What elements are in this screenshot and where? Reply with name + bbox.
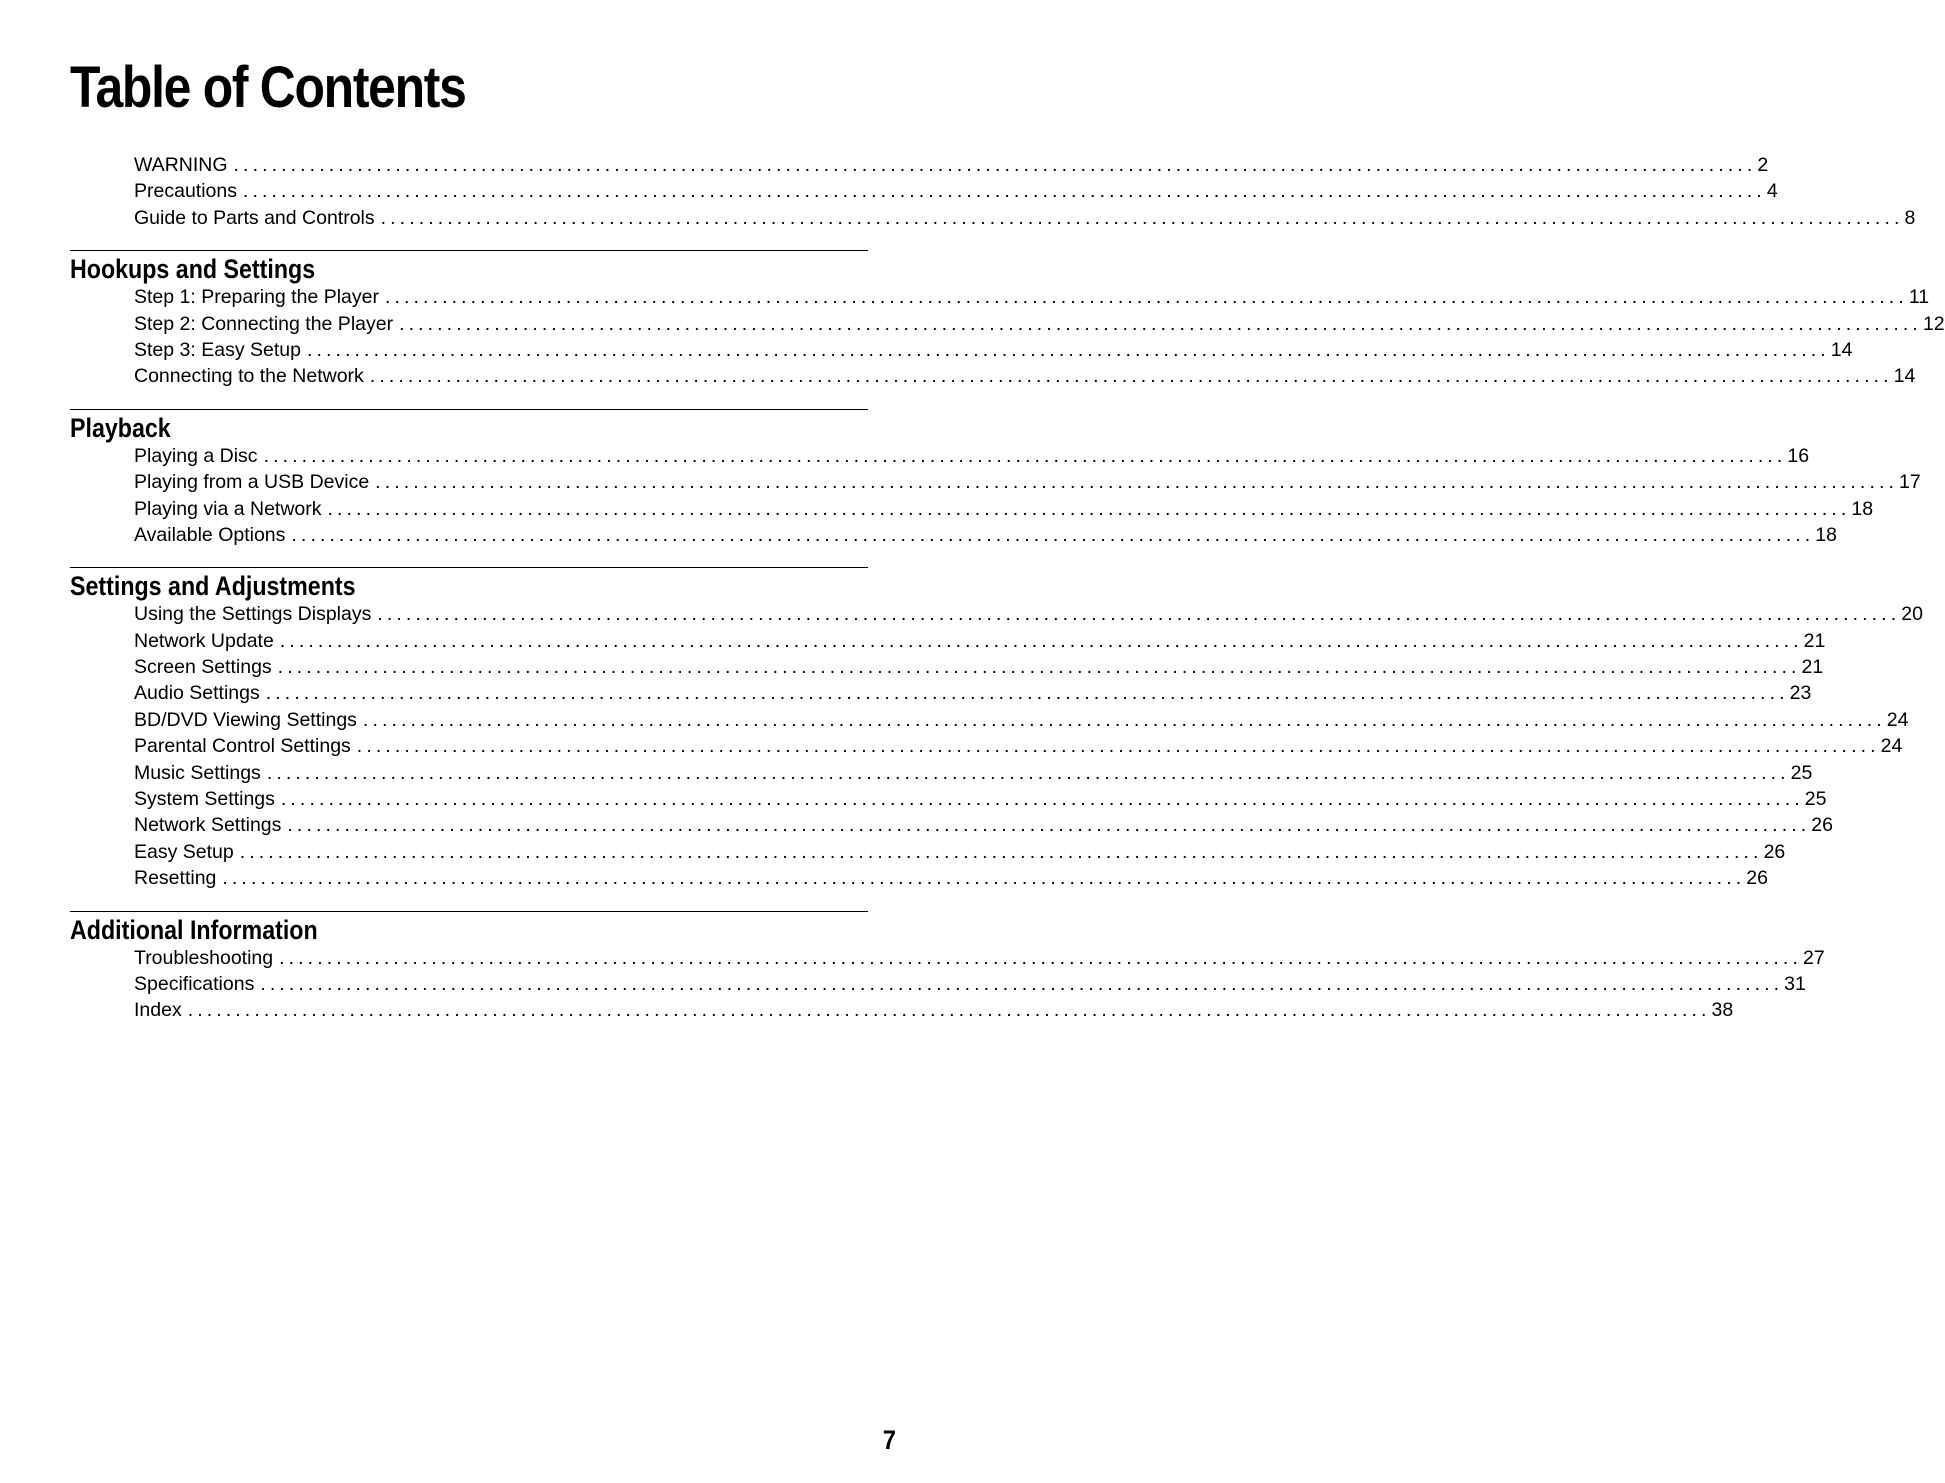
toc-entry-title: Screen Settings [134,656,272,679]
toc-entry[interactable] [134,284,1930,310]
toc-entry[interactable] [134,601,1923,627]
dot-leader: ................................................................................................................................................................ [380,206,1904,229]
toc-section-intro [70,152,1916,231]
dot-leader: ................................................................................................................................................................ [362,708,1886,731]
toc-entry-page: 25 [1790,761,1813,784]
toc-entry[interactable] [134,971,1806,997]
toc-entry-page: 14 [1893,365,1916,388]
toc-entry[interactable] [134,522,1837,548]
toc-entry-page: 26 [1763,840,1786,863]
toc-entry-page: 17 [1899,471,1921,494]
toc-entry[interactable] [134,680,1812,706]
toc-entry-title: Music Settings [134,761,261,784]
toc-section-hookups-and-settings [70,250,1945,390]
toc-entry-page: 8 [1904,206,1916,229]
toc-entry[interactable] [134,865,1768,891]
toc-entry[interactable] [134,363,1916,389]
dot-leader: ................................................................................................................................................................ [242,180,1766,203]
toc-entry-page: 23 [1789,682,1812,705]
toc-entry-page: 2 [1757,154,1769,176]
toc-entry-list [70,601,1923,891]
dot-leader: ................................................................................................................................................................ [279,629,1803,652]
toc-entry-title: Playing via a Network [134,497,322,520]
toc-entry-page: 18 [1851,497,1874,520]
toc-entry-title: Guide to Parts and Controls [134,206,375,229]
toc-section-playback [70,409,1921,549]
toc-entry-title: Using the Settings Displays [134,603,372,626]
toc-entry-page: 31 [1784,972,1806,995]
toc-entry-title: Step 2: Connecting the Player [134,312,394,335]
toc-entry-title: BD/DVD Viewing Settings [134,708,357,731]
toc-entry-title: Resetting [134,867,217,890]
toc-entry-title: Step 1: Preparing the Player [134,286,379,309]
dot-leader: ................................................................................................................................................................ [287,814,1811,837]
toc-entry-page: 24 [1886,708,1909,731]
toc-entry-page: 27 [1802,946,1825,969]
toc-entry-title: Available Options [134,523,286,546]
dot-leader: ................................................................................................................................................................ [187,999,1711,1022]
dot-leader: ................................................................................................................................................................ [279,946,1802,969]
dot-leader: ................................................................................................................................................................ [377,603,1901,626]
toc-entry-title: Troubleshooting [134,946,274,969]
dot-leader: ................................................................................................................................................................ [306,338,1830,361]
section-heading: Additional Information [70,914,318,945]
dot-leader: ................................................................................................................................................................ [356,735,1880,758]
toc-entry-title: System Settings [134,788,275,811]
toc-entry[interactable] [134,178,1778,204]
toc-section-additional-information [70,911,1825,1024]
toc-entry[interactable] [134,997,1734,1023]
toc-entry[interactable] [134,786,1827,812]
toc-entry[interactable] [134,205,1916,231]
dot-leader: ................................................................................................................................................................ [222,867,1746,890]
toc-entry-title: Precautions [134,180,237,203]
dot-leader: ................................................................................................................................................................ [260,972,1784,995]
toc-entry[interactable] [134,812,1833,838]
dot-leader: ................................................................................................................................................................ [280,788,1804,811]
toc-entry-page: 21 [1801,656,1824,679]
dot-leader: ................................................................................................................................................................ [369,365,1893,388]
toc-entry[interactable] [134,496,1874,522]
toc-entry-page: 21 [1803,629,1826,652]
toc-entry-title: Parental Control Settings [134,735,351,758]
toc-entry-title: Network Settings [134,814,282,837]
toc-entry[interactable] [134,733,1903,759]
toc-entry-title: Playing from a USB Device [134,471,370,494]
toc-entry[interactable] [134,760,1813,786]
dot-leader: ................................................................................................................................................................ [399,312,1922,335]
toc-entry-page: 25 [1804,788,1827,811]
section-heading: Settings and Adjustments [70,571,356,602]
toc-entry-title: Index [134,999,182,1022]
toc-entry-list [70,152,1916,231]
dot-leader: ................................................................................................................................................................ [375,471,1899,494]
dot-leader: ................................................................................................................................................................ [291,523,1815,546]
page-number-folio: 7 [882,1425,896,1455]
toc-entry-title: Network Update [134,629,274,652]
dot-leader: ................................................................................................................................................................ [265,682,1789,705]
toc-entry-title: Step 3: Easy Setup [134,338,301,361]
toc-entry-title: Connecting to the Network [134,365,364,388]
toc-entry-page: 38 [1711,999,1734,1022]
toc-entry[interactable] [134,628,1826,654]
section-heading: Playback [70,412,171,443]
toc-entry[interactable] [134,337,1853,363]
toc-entry[interactable] [134,469,1921,495]
toc-entry-page: 24 [1880,735,1903,758]
dot-leader: ................................................................................................................................................................ [277,656,1801,679]
toc-entry-page: 26 [1811,814,1833,837]
toc-entry-page: 20 [1901,603,1923,626]
dot-leader: ................................................................................................................................................................ [233,154,1757,176]
toc-entry-title: Playing a Disc [134,444,258,467]
toc-entry-page: 11 [1908,286,1930,309]
toc-entry[interactable] [134,945,1825,971]
toc-entry-title: Audio Settings [134,682,260,705]
table-of-contents [70,152,1945,1024]
toc-entry-list [70,443,1921,549]
toc-section-settings-and-adjustments [70,567,1923,891]
toc-entry[interactable] [134,311,1945,337]
dot-leader: ................................................................................................................................................................ [327,497,1851,520]
section-heading: Hookups and Settings [70,254,316,285]
toc-entry-page: 16 [1787,444,1810,467]
toc-entry[interactable] [134,654,1824,680]
toc-entry-title: Easy Setup [134,840,234,863]
toc-entry-title: Specifications [134,972,255,995]
dot-leader: ................................................................................................................................................................ [384,286,1908,309]
toc-entry-page: 18 [1815,523,1837,546]
dot-leader: ................................................................................................................................................................ [239,840,1763,863]
dot-leader: ................................................................................................................................................................ [266,761,1790,784]
toc-entry[interactable] [134,839,1786,865]
toc-entry[interactable] [134,152,1769,178]
toc-entry-page: 26 [1746,867,1768,890]
toc-entry-list [70,945,1825,1024]
toc-entry[interactable] [134,707,1909,733]
toc-entry-list [70,284,1945,390]
toc-entry-page: 12 [1922,312,1945,335]
dot-leader: ................................................................................................................................................................ [263,444,1787,467]
toc-entry[interactable] [134,443,1810,469]
toc-entry-page: 4 [1766,180,1778,203]
toc-entry-title: WARNING [134,154,228,176]
toc-entry-page: 14 [1830,338,1853,361]
page-title: Table of Contents [70,55,466,120]
